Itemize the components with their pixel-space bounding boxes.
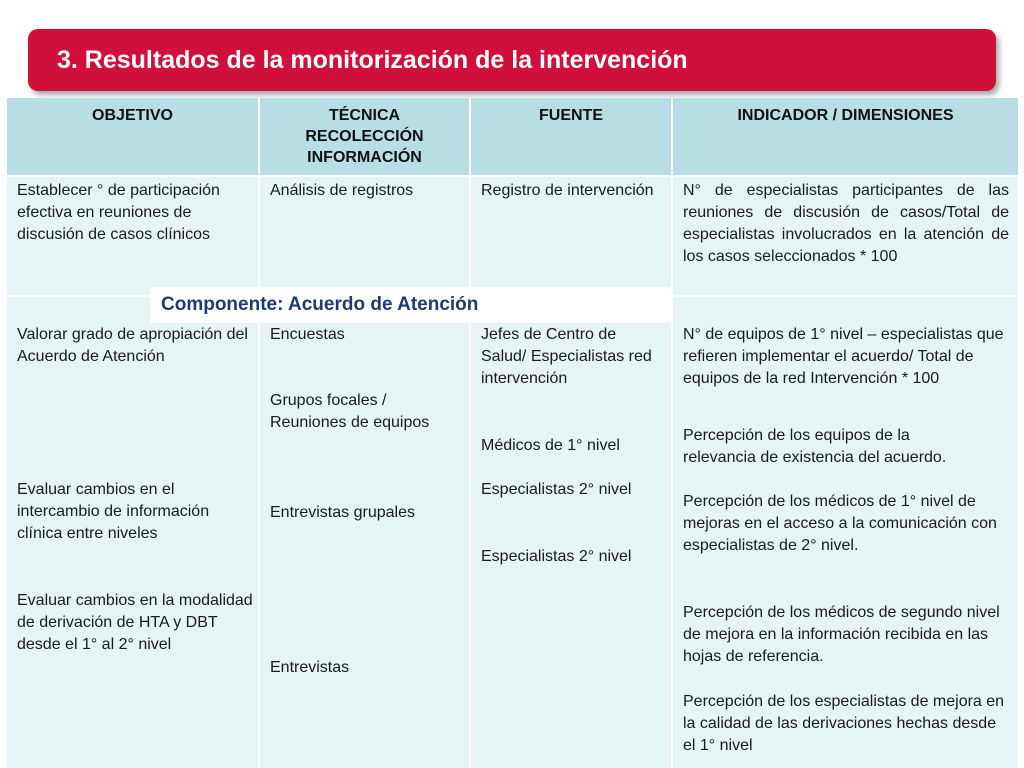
row2-indicador-1: N° de equipos de 1° nivel – especialistas que refieren implementar el acuerdo/ Total de equipos de la red Intervención * 100 (683, 326, 1004, 387)
row2-fuente-2: Médicos de 1° nivel (481, 437, 620, 454)
row2-tecnica-1: Encuestas (270, 326, 345, 343)
column-divider (671, 98, 673, 768)
component-banner (150, 287, 672, 323)
row2-indicador-4: Percepción de los médicos de segundo nivel de mejora en la información recibida en las hojas de referencia. (683, 604, 1000, 665)
monitoring-table (7, 98, 1018, 768)
row2-fuente-4: Especialistas 2° nivel (481, 548, 632, 565)
row1-fuente: Registro de intervención (481, 182, 654, 199)
row2-indicador-2: Percepción de los equipos de la relevancia de existencia del acuerdo. (683, 427, 947, 466)
header-fuente: FUENTE (471, 98, 671, 175)
row1-indicador: N° de especialistas participantes de las reuniones de discusión de casos/Total de especialistas involucrados en la atención de los casos seleccionados * 100 (683, 182, 1009, 265)
row2-objetivo-1: Valorar grado de apropiación del Acuerdo de Atención (17, 326, 248, 365)
row2-fuente-1: Jefes de Centro de Salud/ Especialistas red intervención (481, 326, 652, 387)
row2-tecnica-3: Entrevistas grupales (270, 504, 415, 521)
row-divider (7, 175, 1018, 177)
slide-title: 3. Resultados de la monitorización de la intervención (57, 46, 688, 74)
row2-indicador-3: Percepción de los médicos de 1° nivel de mejoras en el acceso a la comunicación con especialistas de 2° nivel. (683, 493, 997, 554)
row2-tecnica-2: Grupos focales / Reuniones de equipos (270, 392, 430, 431)
column-divider (469, 98, 471, 768)
row2-fuente-3: Especialistas 2° nivel (481, 481, 632, 498)
row2-objetivo-2: Evaluar cambios en el intercambio de información clínica entre niveles (17, 481, 210, 542)
row2-tecnica-4: Entrevistas (270, 659, 350, 676)
header-objetivo: OBJETIVO (7, 98, 258, 175)
column-divider (258, 98, 260, 768)
component-label: Componente: Acuerdo de Atención (161, 294, 479, 315)
slide-title-bar (28, 29, 996, 91)
row1-objetivo: Establecer ° de participación efectiva en reuniones de discusión de casos clínicos (17, 182, 220, 243)
header-tecnica: TÉCNICA RECOLECCIÓN INFORMACIÓN (260, 98, 469, 175)
row2-indicador-5: Percepción de los especialistas de mejora en la calidad de las derivaciones hechas desde el 1° nivel (683, 693, 1005, 754)
row1-tecnica: Análisis de registros (270, 182, 414, 199)
header-indicador: INDICADOR / DIMENSIONES (673, 98, 1018, 175)
row2-objetivo-3: Evaluar cambios en la modalidad de derivación de HTA y DBT desde el 1° al 2° nivel (17, 592, 253, 653)
